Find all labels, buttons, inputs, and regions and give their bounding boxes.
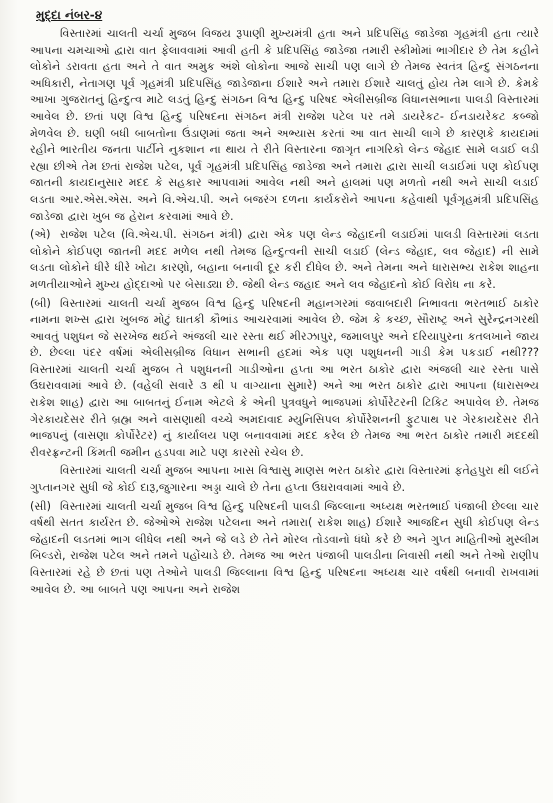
document-heading: મુદ્દા નંબર-૪ xyxy=(36,8,103,22)
paragraph-text: વિસ્તારમાં ચાલતી ચર્ચા મુજબ વિશ્વ હિન્દુ પરિષદની મહાનગરમાં જવાબદારી નિભાવતા ભરતભાઈ ઠાકોર નામના શખ્સ દ્વારા ખુબજ મોટું ઘાતકી કૌભાંડ આચરવામાં આવેલ છે. જેમ કે કચ્છ, સૌરાષ્ટ્ર અને સુરેન્દ્રનગરથી આવતું પશુધન જે સરખેજ થઈને અંજલી ચાર રસ્તા થઈ મીરઝાપુર, જમાલપુર અને દરિયાપુરના કતલખાને જાય છે. છેલ્લા પંદર વર્ષમાં એલીસબ્રીજ વિધાન સભાની હદમાં એક પણ પશુધનની ગાડી કેમ પકડાઈ નથી??? વિસ્તારમાં ચાલતી ચર્ચા મુજબ તે પશુધનની ગાડીઓના હપ્તા આ ભરત ઠાકોર દ્વારા અંજલી ચાર રસ્તા પાસે ઉઘરાવવામાં આવે છે. (વહેલી સવારે ૩ થી ૫ વાગ્યાના સુમારે) અને આ ભરત ઠાકોર દ્વારા આપના (ધારાસભ્ય રાકેશ શાહ) દ્વારા આ બાબતનું ઈનામ એટલે કે એની પુત્રવધુને ભાજપમાં કોર્પોરેટરની ટિકિટ અપાવેલ છે. તેમજ ગેરકાયદેસર રીતે બ્રહ્મ અને વાસણાથી વચ્ચે અમદાવાદ મ્યુનિસિપલ કોર્પોરેશનની ફુટપાથ પર ગેરકાયદેસર રીતે ભાજપનું (વાસણા કોર્પોરેટર) નું કાર્યાલય પણ બનાવવામાં મદદ કરેલ છે તેમજ આ ભરત ઠાકોર તમારી મદદથી રીવરફ્રન્ટની કિંમતી જમીન હડપવા માટે પણ કારસો રચેલ છે. xyxy=(30,296,539,459)
paragraph xyxy=(30,463,539,496)
document-body xyxy=(30,26,539,598)
paragraph-label: (એ) xyxy=(30,228,51,242)
paragraph xyxy=(30,499,539,599)
paragraph-text: રાજેશ પટેલ (વિ.એચ.પી. સંગઠન મંત્રી) દ્વારા એક પણ લેન્ડ જેહાદની લડાઈમાં પાલડી વિસ્તારમાં લડતા લોકોને કોઈપણ જાતની મદદ મળેલ નથી તેમજ હિન્દુત્વની સાચી લડાઈ (લેન્ડ જેહાદ, લવ જેહાદ) ની સામે લડતા લોકોને ધીરે ધીરે ખોટા કારણો, બહાના બનાવી દૂર કરી દીધેલ છે. અને તેમના અને ધારાસભ્ય રાકેશ શાહના મળતીયાઓને મુખ્ય હોદ્દાઓ પર બેસાડ્યા છે. જેથી લેન્ડ જહાદ અને લવ જેહાદનો કોઈ વિરોધ ના કરે. xyxy=(30,228,539,291)
paragraph xyxy=(30,296,539,462)
paragraph xyxy=(30,26,539,225)
paragraph-label: (બી) xyxy=(30,296,51,310)
paragraph-text: વિસ્તારમાં ચાલતી ચર્ચા મુજબ વિશ્વ હિન્દુ પરિષદની પાલડી જિલ્લાના અધ્યક્ષ ભરતભાઈ પંજાબી છેલ્લા ચાર વર્ષથી સતત કાર્યરત છે. જેઓએ રાજેશ પટેલના અને તમારા( રાકેશ શાહ) ઈશારે આજદિન સુધી કોઈપણ લેન્ડ જેહાદની લડતમાં ભાગ લીધેલ નથી અને જે લડે છે તેને મોરલ તોડવાનો ધંધો કરે છે અને ગુપ્ત માહિતીઓ મુસ્લીમ બિલ્ડરો, રાજેશ પટેલ અને તમને પહોંચાડે છે. તેમજ આ ભરત પંજાબી પાલડીના નિવાસી નથી અને તેઓ રાણીપ વિસ્તારમાં રહે છે છતાં પણ તેઓને પાલડી જિલ્લાના વિશ્વ હિન્દુ પરિષદના અધ્યક્ષ ચાર વર્ષથી બનાવી રાખવામાં આવેલ છે. આ બાબતે પણ આપના અને રાજેશ xyxy=(30,499,539,596)
paragraph-text: વિસ્તારમાં ચાલતી ચર્ચા મુજબ વિજય રૂપાણી મુખ્યમંત્રી હતા અને પ્રદિપસિંહ જાડેજા ગૃહમંત્રી હતા ત્યારે આપના ચમચાઓ દ્વારા વાત ફેલાવવામાં આવી હતી કે પ્રદિપસિંહ જાડેજા તમારી સ્કીમોમાં ભાગીદાર છે તેમ કહીને લોકોને ડરાવતા હતા અને તે વાત અમુક અંશે લોકોના આજે સાચી પણ લાગે છે તેમજ સ્વતંત્ર હિન્દુ સંગઠનના અધિકારી, નેતાગણ પૂર્વ ગૃહમંત્રી પ્રદિપસિંહ જાડેજાના ઈશારે અને તમારા ઈશારે ચાલતું હોય તેમ લાગે છે. કેમકે આખા ગુજરાતનું હિન્દુત્વ માટે લડતું હિન્દુ સંગઠન વિશ્વ હિન્દુ પરિષદ એલીસબ્રીજ વિધાનસભાના પાલડી વિસ્તારમાં આવેલ છે. છતાં પણ વિશ્વ હિન્દુ પરિષદના સંગઠન મંત્રી રાજેશ પટેલ પર તમે ડાયરેકટ- ઈનડાયરેકટ કબ્જો મેળવેલ છે. ઘણી બધી બાબતોના ઉંડાણમાં જતા અને અભ્યાસ કરતાં આ વાત સાચી લાગે છે કારણકે કાયદામાં રહીને ભારતીય જનતા પાર્ટીને નુકશાન ના થાય તે રીતે વિસ્તારના જાગૃત નાગરિકો લેન્ડ જેહાદ સામે લડાઈ લડી રહ્યા છીએ તેમ છતાં રાજેશ પટેલ, પૂર્વ ગૃહમંત્રી પ્રદિપસિંહ જાડેજા અને તમારા દ્વારા સાચી લડાઈમાં પણ કોઈપણ જાતની કાયદાનુસાર મદદ કે સહકાર આપવામાં આવેલ નથી અને હાલમાં પણ મળતો નથી અને સાચી લડાઈ લડતા આર.એસ.એસ. અને વિ.એચ.પી. અને બજરંગ દળના કાર્યકરોને આપના કહેવાથી પૂર્વગૃહમંત્રી પ્રદિપસિંહ જાડેજા દ્વારા ખુબ જ હેરાન કરવામાં આવે છે. xyxy=(30,27,539,223)
paragraph-text: વિસ્તારમાં ચાલતી ચર્ચા મુજબ આપના ખાસ વિશ્વાસુ માણસ ભરત ઠાકોર દ્વારા વિસ્તારમાં ફતેહપુરા થી લઈને ગુપ્તાનગર સુધી જે કોઈ દારૂ,જુગારના અડ્ડા ચાલે છે તેના હપ્તા ઉઘરાવવામાં આવે છે. xyxy=(30,464,539,495)
paragraph-label: (સી) xyxy=(30,499,51,513)
paragraph xyxy=(30,227,539,293)
